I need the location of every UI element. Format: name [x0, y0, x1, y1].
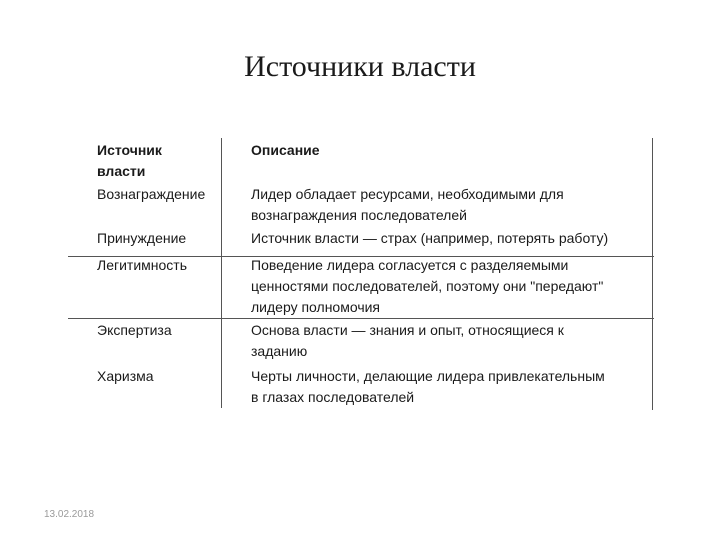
description-line: лидеру полномочия	[251, 299, 381, 315]
description-line: Лидер обладает ресурсами, необходимыми для	[251, 186, 564, 202]
description-line: в глазах последователей	[251, 389, 415, 405]
power-sources-table	[68, 138, 654, 410]
slide-date: 13.02.2018	[44, 509, 95, 520]
header-source-line: Источник	[97, 142, 162, 158]
row-description	[251, 255, 603, 318]
row-source: Харизма	[97, 368, 154, 384]
row-description	[251, 320, 564, 362]
slide-title: Источники власти	[244, 50, 476, 83]
header-source-line: власти	[97, 163, 146, 179]
description-line: заданию	[251, 343, 308, 359]
column-divider	[221, 138, 222, 408]
description-line: Поведение лидера согласуется с разделяемыми	[251, 257, 569, 273]
row-source: Легитимность	[97, 257, 187, 273]
row-source: Принуждение	[97, 230, 187, 246]
row-source: Вознаграждение	[97, 186, 206, 202]
description-line: Основа власти — знания и опыт, относящиеся к	[251, 322, 564, 338]
description-line: Источник власти — страх (например, потерять работу)	[251, 230, 609, 246]
table-right-border	[652, 138, 653, 410]
row-description	[251, 366, 605, 408]
row-description	[251, 228, 608, 249]
row-divider	[68, 318, 654, 319]
description-line: ценностями последователей, поэтому они "передают"	[251, 278, 604, 294]
description-line: Черты личности, делающие лидера привлекательным	[251, 368, 605, 384]
row-description	[251, 184, 564, 226]
header-description: Описание	[251, 142, 320, 158]
row-source: Экспертиза	[97, 322, 172, 338]
header-source	[97, 140, 162, 182]
description-line: вознаграждения последователей	[251, 207, 467, 223]
